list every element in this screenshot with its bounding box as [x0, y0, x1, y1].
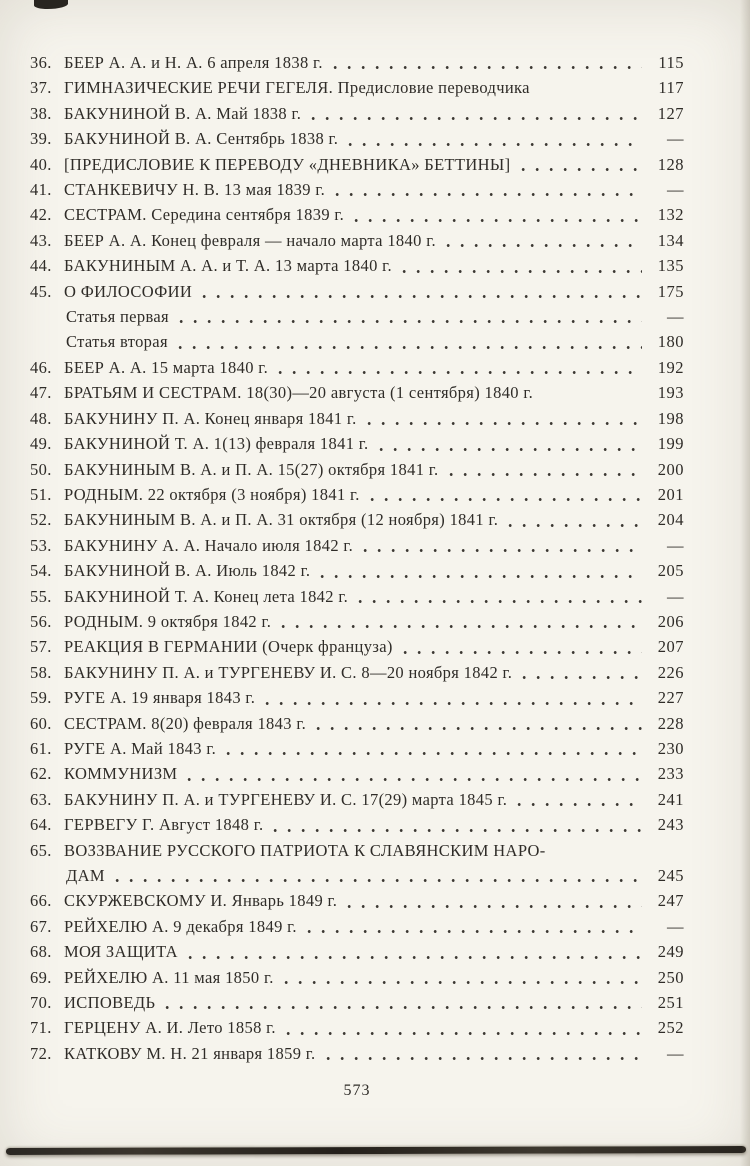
entry-page-number: 198: [657, 408, 684, 428]
entry-number: 41.: [30, 180, 52, 200]
entry-number: 55.: [30, 586, 52, 606]
dot-leader: [446, 243, 642, 248]
entry-page-number: —: [667, 1043, 684, 1063]
entry-page-number: 230: [657, 738, 684, 758]
dot-leader: [273, 828, 642, 833]
dot-leader: [556, 853, 642, 858]
entry-title: БРАТЬЯМ И СЕСТРАМ. 18(30)—20 августа (1 сентября) 1840 г.: [64, 383, 534, 403]
entry-number: 37.: [30, 78, 52, 98]
toc-entry: [30, 1041, 684, 1066]
entry-page-number: 193: [657, 383, 684, 403]
entry-page-number: 207: [657, 637, 684, 657]
entry-page-number: 192: [657, 357, 684, 377]
entry-title: Статья первая: [66, 307, 169, 327]
entry-title: КАТКОВУ М. Н. 21 января 1859 г.: [64, 1043, 316, 1063]
toc-entry: [30, 838, 684, 863]
entry-title: ВОЗЗВАНИЕ РУССКОГО ПАТРИОТА К СЛАВЯНСКИМ НАРО-: [64, 840, 546, 860]
entry-page-number: —: [667, 180, 684, 200]
entry-number: 66.: [30, 891, 52, 911]
entry-number: 61.: [30, 738, 52, 758]
toc-entry: [30, 380, 684, 405]
toc-entry: [30, 584, 684, 609]
entry-title: РУГЕ А. Май 1843 г.: [64, 738, 217, 758]
entry-title: БАКУНИНУ П. А. Конец января 1841 г.: [64, 408, 357, 428]
entry-title: БАКУНИНОЙ Т. А. Конец лета 1842 г.: [64, 586, 349, 606]
entry-page-number: 115: [658, 53, 684, 72]
entry-page-number: 251: [657, 993, 684, 1013]
entry-title: ГИМНАЗИЧЕСКИЕ РЕЧИ ГЕГЕЛЯ. Предисловие переводчика: [64, 78, 530, 98]
dot-leader: [449, 472, 642, 477]
dot-leader: [508, 523, 642, 528]
toc-entry: [30, 914, 684, 939]
entry-number: 50.: [30, 459, 52, 479]
entry-number: 54.: [30, 561, 52, 581]
dot-leader: [367, 421, 642, 426]
entry-page-number: 228: [657, 713, 684, 733]
toc-entry: [30, 736, 684, 761]
entry-title: СЕСТРАМ. Середина сентября 1839 г.: [64, 205, 345, 225]
dot-leader: [522, 675, 642, 680]
entry-number: 49.: [30, 434, 52, 454]
dot-leader: [187, 777, 642, 782]
entry-number: 70.: [30, 993, 52, 1013]
toc-entry: [30, 939, 684, 964]
dot-leader: [543, 396, 642, 401]
toc-entry: [30, 101, 684, 126]
toc-entry: [30, 202, 684, 227]
entry-page-number: 135: [657, 256, 684, 276]
entry-title: БАКУНИНЫМ В. А. и П. А. 31 октября (12 ноября) 1841 г.: [64, 510, 499, 530]
entry-number: 48.: [30, 408, 52, 428]
toc-list: [30, 50, 684, 1066]
entry-page-number: 132: [657, 205, 684, 225]
dot-leader: [284, 980, 642, 985]
entry-number: 64.: [30, 815, 52, 835]
toc-entry: [30, 126, 684, 151]
dot-leader: [286, 1031, 642, 1036]
dot-leader: [115, 878, 642, 883]
dot-leader: [402, 269, 642, 274]
entry-number: 38.: [30, 103, 52, 123]
entry-page-number: 200: [657, 459, 684, 479]
entry-page-number: 180: [657, 332, 684, 352]
entry-title: БАКУНИНУ П. А. и ТУРГЕНЕВУ И. С. 17(29) марта 1845 г.: [64, 789, 508, 809]
entry-title: [ПРЕДИСЛОВИЕ К ПЕРЕВОДУ «ДНЕВНИКА» БЕТТИНЫ]: [64, 154, 511, 174]
dot-leader: [540, 91, 642, 96]
dot-leader: [358, 599, 642, 604]
entry-number: 56.: [30, 611, 52, 631]
entry-number: 45.: [30, 281, 52, 301]
entry-number: 60.: [30, 713, 52, 733]
entry-page-number: 205: [657, 561, 684, 581]
entry-page-number: 134: [657, 230, 684, 250]
entry-title: БАКУНИНЫМ А. А. и Т. А. 13 марта 1840 г.: [64, 256, 392, 276]
entry-title: КОММУНИЗМ: [64, 764, 178, 784]
dot-leader: [179, 319, 642, 324]
entry-number: 59.: [30, 688, 52, 708]
entry-number: 36.: [30, 53, 52, 72]
entry-title: РУГЕ А. 19 января 1843 г.: [64, 688, 256, 708]
entry-number: 71.: [30, 1018, 52, 1038]
toc-entry: [30, 761, 684, 786]
entry-page-number: 199: [657, 434, 684, 454]
toc-entry: [30, 558, 684, 583]
entry-page-number: 128: [657, 154, 684, 174]
entry-title: БАКУНИНОЙ В. А. Май 1838 г.: [64, 103, 302, 123]
dot-leader: [316, 726, 642, 731]
entry-number: 58.: [30, 662, 52, 682]
entry-number: 72.: [30, 1043, 52, 1063]
dot-leader: [202, 294, 642, 299]
scan-right-shadow: [740, 0, 750, 1166]
entry-page-number: —: [667, 129, 684, 149]
entry-title: СЕСТРАМ. 8(20) февраля 1843 г.: [64, 713, 307, 733]
dot-leader: [165, 1005, 642, 1010]
dot-leader: [333, 65, 642, 70]
entry-number: 40.: [30, 154, 52, 174]
toc-entry: [30, 863, 684, 888]
entry-number: 39.: [30, 129, 52, 149]
toc-entry: [30, 533, 684, 558]
entry-number: 67.: [30, 916, 52, 936]
entry-page-number: 226: [657, 662, 684, 682]
dot-leader: [278, 370, 642, 375]
toc-entry: [30, 431, 684, 456]
entry-page-number: 204: [657, 510, 684, 530]
entry-number: 62.: [30, 764, 52, 784]
toc-entry: [30, 888, 684, 913]
entry-title: Статья вторая: [66, 332, 168, 352]
entry-number: 57.: [30, 637, 52, 657]
dot-leader: [363, 548, 642, 553]
entry-title: БЕЕР А. А. 15 марта 1840 г.: [64, 357, 269, 377]
dot-leader: [354, 218, 642, 223]
toc-entry: [30, 812, 684, 837]
toc-entry: [30, 355, 684, 380]
toc-entry: [30, 965, 684, 990]
entry-number: 68.: [30, 942, 52, 962]
entry-title: РЕЙХЕЛЮ А. 9 декабря 1849 г.: [64, 916, 297, 936]
entry-title: БЕЕР А. А. Конец февраля — начало марта 1840 г.: [64, 230, 436, 250]
entry-number: 69.: [30, 967, 52, 987]
dot-leader: [348, 142, 642, 147]
toc-entry: [30, 406, 684, 431]
toc-entry: [30, 152, 684, 177]
toc-entry: [30, 304, 684, 329]
toc-entry: [30, 279, 684, 304]
entry-page-number: 233: [657, 764, 684, 784]
toc-entry: [30, 253, 684, 278]
entry-title: СТАНКЕВИЧУ Н. В. 13 мая 1839 г.: [64, 180, 326, 200]
entry-page-number: 117: [658, 78, 684, 98]
entry-number: 65.: [30, 840, 52, 860]
entry-page-number: 206: [657, 611, 684, 631]
toc-entry: [30, 507, 684, 532]
dot-leader: [521, 167, 642, 172]
entry-page-number: 250: [657, 967, 684, 987]
toc-entry: [30, 457, 684, 482]
entry-number: 51.: [30, 484, 52, 504]
folio-page-number: 573: [343, 1082, 371, 1100]
dot-leader: [335, 192, 642, 197]
entry-number: 44.: [30, 256, 52, 276]
entry-title: БАКУНИНОЙ В. А. Июль 1842 г.: [64, 561, 311, 581]
entry-title: СКУРЖЕВСКОМУ И. Январь 1849 г.: [64, 891, 338, 911]
entry-number: 46.: [30, 357, 52, 377]
toc-entry: [30, 685, 684, 710]
entry-title: БЕЕР А. А. и Н. А. 6 апреля 1838 г.: [64, 53, 323, 72]
toc-entry: [30, 990, 684, 1015]
entry-page-number: 127: [657, 103, 684, 123]
dot-leader: [226, 751, 642, 756]
entry-number: 47.: [30, 383, 52, 403]
entry-page-number: 249: [657, 942, 684, 962]
entry-page-number: —: [667, 586, 684, 606]
entry-title: РЕАКЦИЯ В ГЕРМАНИИ (Очерк француза): [64, 637, 393, 657]
entry-number: 42.: [30, 205, 52, 225]
entry-number: 43.: [30, 230, 52, 250]
dot-leader: [178, 345, 642, 350]
toc-entry: [30, 660, 684, 685]
dot-leader: [347, 904, 642, 909]
entry-title: БАКУНИНОЙ В. А. Сентябрь 1838 г.: [64, 129, 339, 149]
toc-entry: [30, 634, 684, 659]
entry-number: 52.: [30, 510, 52, 530]
entry-page-number: 241: [657, 789, 684, 809]
dot-leader: [379, 447, 642, 452]
toc-entry: [30, 482, 684, 507]
dot-leader: [326, 1056, 642, 1061]
dot-leader: [188, 955, 642, 960]
toc-entry: [30, 711, 684, 736]
toc-entry: [30, 1015, 684, 1040]
entry-page-number: 252: [657, 1018, 684, 1038]
toc-entry: [30, 329, 684, 354]
dot-leader: [281, 624, 642, 629]
entry-title: МОЯ ЗАЩИТА: [64, 942, 178, 962]
entry-title: РОДНЫМ. 22 октября (3 ноября) 1841 г.: [64, 484, 360, 504]
entry-title: БАКУНИНОЙ Т. А. 1(13) февраля 1841 г.: [64, 434, 369, 454]
entry-page-number: 243: [657, 815, 684, 835]
toc-entry: [30, 50, 684, 75]
entry-page-number: —: [667, 535, 684, 555]
dot-leader: [517, 802, 642, 807]
toc-entry: [30, 228, 684, 253]
entry-page-number: 245: [657, 866, 684, 885]
toc-entry: [30, 177, 684, 202]
dot-leader: [320, 574, 642, 579]
entry-page-number: 201: [657, 484, 684, 504]
entry-page-number: 227: [657, 688, 684, 708]
toc-entry: [30, 787, 684, 812]
entry-title: О ФИЛОСОФИИ: [64, 281, 193, 301]
entry-page-number: —: [667, 307, 684, 327]
entry-title: ДАМ: [66, 866, 105, 885]
entry-title: ГЕРЦЕНУ А. И. Лето 1858 г.: [64, 1018, 276, 1038]
entry-title: БАКУНИНУ П. А. и ТУРГЕНЕВУ И. С. 8—20 ноября 1842 г.: [64, 662, 513, 682]
entry-page-number: 175: [657, 281, 684, 301]
toc-entry: [30, 609, 684, 634]
entry-title: РЕЙХЕЛЮ А. 11 мая 1850 г.: [64, 967, 274, 987]
entry-number: 53.: [30, 535, 52, 555]
entry-title: ИСПОВЕДЬ: [64, 993, 156, 1013]
entry-title: БАКУНИНУ А. А. Начало июля 1842 г.: [64, 535, 354, 555]
entry-title: ГЕРВЕГУ Г. Август 1848 г.: [64, 815, 264, 835]
toc-entry: [30, 75, 684, 100]
dot-leader: [265, 701, 642, 706]
dot-leader: [311, 116, 642, 121]
entry-title: РОДНЫМ. 9 октября 1842 г.: [64, 611, 272, 631]
entry-page-number: —: [667, 916, 684, 936]
entry-number: 63.: [30, 789, 52, 809]
dot-leader: [307, 929, 642, 934]
dot-leader: [370, 497, 642, 502]
entry-page-number: 247: [657, 891, 684, 911]
dot-leader: [403, 650, 642, 655]
entry-title: БАКУНИНЫМ В. А. и П. А. 15(27) октября 1841 г.: [64, 459, 439, 479]
